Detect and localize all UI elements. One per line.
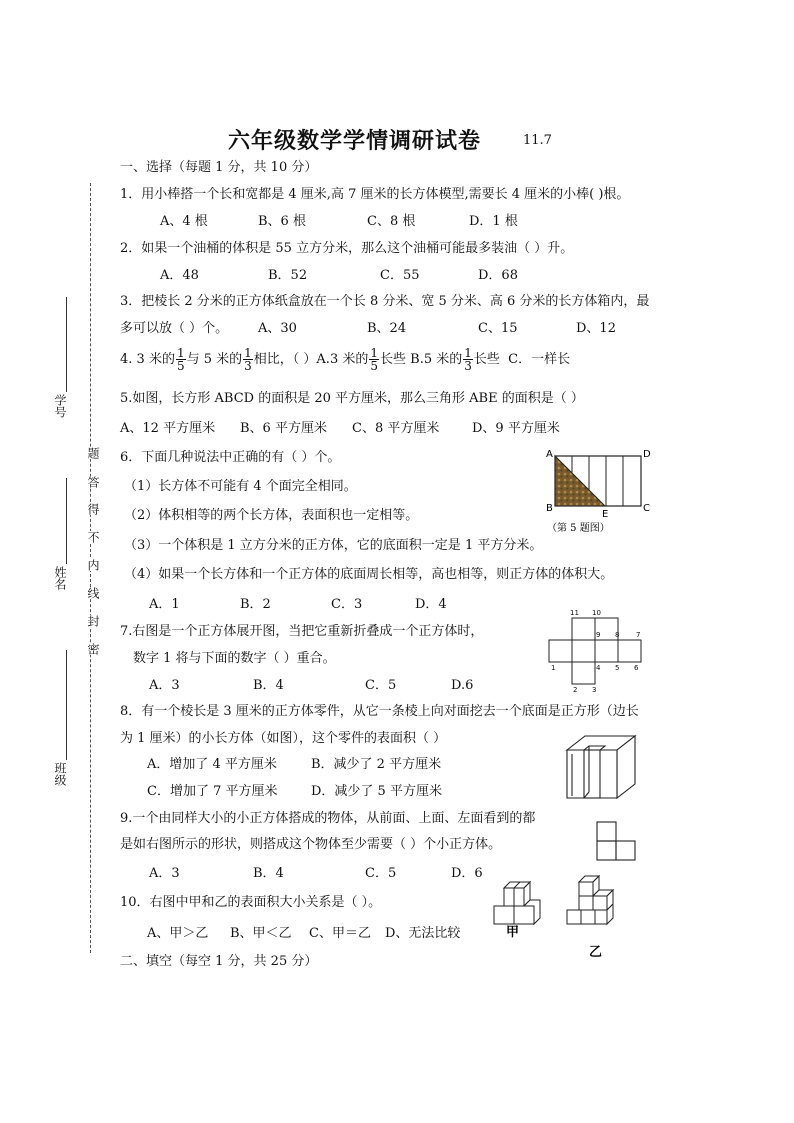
- q6-statement-2: （2）体积相等的两个长方体，表面积也一定相等。: [124, 508, 419, 523]
- net-number: 7: [636, 631, 641, 639]
- label-a: A: [546, 449, 553, 460]
- q3-option-a: A、30: [258, 321, 297, 336]
- q10-figure-jia: [490, 876, 546, 938]
- q7-option-b: B．4: [253, 678, 284, 693]
- q5-figure: [545, 448, 660, 538]
- q9-option-a: A．3: [149, 866, 180, 881]
- net-number: 9: [596, 631, 601, 639]
- q10-label-yi: 乙: [589, 945, 603, 960]
- q4-text-1: 4. 3 米的: [120, 352, 175, 367]
- warning-char: 封: [86, 615, 100, 627]
- triangle-abe: [555, 456, 605, 506]
- net-number: 1: [551, 664, 556, 672]
- warning-char: 密: [86, 643, 100, 655]
- q7-option-a: A．3: [149, 678, 180, 693]
- q2-option-b: B．52: [268, 268, 308, 283]
- q1-option-c: C、8 根: [367, 214, 416, 229]
- q4-text-2: 与 5 米的: [186, 352, 243, 367]
- q4-fraction-1: $\frac{1}{5}$: [176, 346, 185, 373]
- exam-date: 11.7: [523, 133, 552, 148]
- q6-option-c: C．3: [331, 597, 363, 612]
- q5-option-b: B、6 平方厘米: [240, 421, 327, 436]
- warning-char: 不: [86, 531, 100, 543]
- name-label: 姓名: [53, 566, 67, 590]
- net-number: 11: [570, 609, 579, 617]
- section-1-heading: 一、选择（每题 1 分，共 10 分）: [120, 160, 318, 175]
- net-number: 5: [615, 664, 620, 672]
- q9-option-d: D．6: [451, 866, 483, 881]
- q9-option-b: B．4: [253, 866, 284, 881]
- q7-stem-2: 数字 1 将与下面的数字（ ）重合。: [133, 651, 336, 666]
- q5-caption: （第 5 题图）: [547, 523, 610, 534]
- warning-char: 线: [86, 587, 100, 599]
- warning-char: 题: [86, 447, 100, 459]
- q4-option-a: A.3 米的 $\frac{1}{5}$ 长些: [316, 346, 407, 373]
- net-number: 2: [573, 686, 578, 694]
- q3-option-d: D、12: [576, 321, 616, 336]
- q8-option-d: D．减少了 5 平方厘米: [311, 784, 442, 799]
- q4-option-c: C．一样长: [508, 352, 571, 367]
- q6-statement-4: （4）如果一个长方体和一个正方体的底面周长相等，高也相等，则正方体的体积大。: [124, 567, 614, 582]
- net-number: 3: [592, 686, 597, 694]
- q1-option-b: B、6 根: [258, 214, 306, 229]
- q8-stem-2: 为 1 厘米）的小长方体（如图），这个零件的表面积（ ）: [120, 731, 447, 746]
- warning-char: 得: [86, 503, 100, 515]
- net-number: 6: [634, 664, 639, 672]
- q10-label-jia: 甲: [506, 925, 520, 940]
- q6-statement-1: （1）长方体不可能有 4 个面完全相同。: [124, 479, 357, 494]
- q3-line2: 多可以放（ ）个。: [120, 321, 229, 336]
- q10-option-b: B、甲＜乙: [230, 926, 292, 941]
- q8-cube-figure: [562, 732, 642, 804]
- q8-option-b: B．减少了 2 平方厘米: [311, 757, 442, 772]
- page-title: 六年级数学学情调研试卷: [228, 128, 482, 154]
- q9-stem-2: 是如右图所示的形状，则搭成这个物体至少需要（ ）个小正方体。: [120, 837, 502, 852]
- student-no-line: [66, 297, 67, 392]
- net-number: 10: [592, 609, 601, 617]
- q6-option-d: D．4: [415, 597, 447, 612]
- q6-statement-3: （3）一个体积是 1 立方分米的正方体，它的底面积一定是 1 平方分米。: [124, 538, 543, 553]
- q5-option-c: C、8 平方厘米: [352, 421, 440, 436]
- class-label: 班级: [53, 762, 67, 786]
- q6-stem: 6．下面几种说法中正确的有（ ）个。: [120, 450, 341, 465]
- q9-view-figure: [595, 820, 639, 864]
- q10-option-c: C、甲＝乙: [309, 926, 371, 941]
- q9-stem-1: 9.一个由同样大小的小正方体搭成的物体，从前面、上面、左面看到的都: [120, 811, 536, 826]
- q5-option-a: A、12 平方厘米: [120, 421, 216, 436]
- q1-option-d: D．1 根: [469, 214, 518, 229]
- q5-stem: 5.如图，长方形 ABCD 的面积是 20 平方厘米，那么三角形 ABE 的面积是（ ）: [120, 391, 584, 406]
- q2-option-c: C．55: [380, 268, 420, 283]
- net-number: 4: [596, 664, 601, 672]
- section-2-heading: 二、填空（每空 1 分，共 25 分）: [120, 954, 318, 969]
- q7-stem-1: 7.右图是一个正方体展开图，当把它重新折叠成一个正方体时，: [120, 624, 484, 639]
- q7-cube-net: [548, 606, 648, 696]
- q2-stem: 2．如果一个油桶的体积是 55 立方分米，那么这个油桶可能最多装油（ ）升。: [120, 241, 574, 256]
- q10-figure-yi: [565, 876, 621, 960]
- q1-stem: 1．用小棒搭一个长和宽都是 4 厘米,高 7 厘米的长方体模型,需要长 4 厘米的小棒( )根。: [120, 187, 630, 202]
- q2-option-a: A．48: [160, 268, 199, 283]
- q5-option-d: D、9 平方厘米: [472, 421, 560, 436]
- student-no-label: 学号: [53, 394, 67, 418]
- q2-option-d: D．68: [478, 268, 518, 283]
- q4-fraction-2: $\frac{1}{3}$: [244, 346, 252, 373]
- q3-option-b: B、24: [367, 321, 407, 336]
- label-b: B: [546, 503, 553, 514]
- q9-option-c: C．5: [365, 866, 397, 881]
- q10-option-a: A、甲＞乙: [147, 926, 209, 941]
- class-line: [66, 650, 67, 760]
- label-c: C: [643, 503, 650, 514]
- label-d: D: [643, 449, 651, 460]
- warning-char: 内: [86, 559, 100, 571]
- q8-stem-1: 8．有一个棱长是 3 厘米的正方体零件，从它一条棱上向对面挖去一个底面是正方形（边长: [120, 704, 639, 719]
- name-line: [66, 478, 67, 564]
- q4-text-3: 相比，（ ）: [253, 352, 317, 367]
- q8-option-c: C．增加了 7 平方厘米: [147, 784, 278, 799]
- q4-option-b: B.5 米的 $\frac{1}{3}$ 长些: [410, 346, 500, 373]
- q4-line: [120, 345, 570, 375]
- q6-option-a: A．1: [149, 597, 180, 612]
- q6-option-b: B．2: [240, 597, 271, 612]
- q7-option-d: D.6: [451, 678, 474, 693]
- q8-option-a: A．增加了 4 平方厘米: [147, 757, 277, 772]
- label-e: E: [602, 509, 609, 520]
- q7-option-c: C．5: [365, 678, 397, 693]
- q10-option-d: D、无法比较: [385, 926, 461, 941]
- warning-char: 答: [86, 476, 100, 488]
- q10-stem: 10．右图中甲和乙的表面积大小关系是（ ）。: [120, 895, 382, 910]
- q1-option-a: A、4 根: [160, 214, 208, 229]
- net-number: 8: [615, 631, 620, 639]
- q3-stem: 3．把棱长 2 分米的正方体纸盒放在一个长 8 分米、宽 5 分米、高 6 分米的长方体箱内，最: [120, 294, 650, 309]
- q3-option-c: C、15: [478, 321, 518, 336]
